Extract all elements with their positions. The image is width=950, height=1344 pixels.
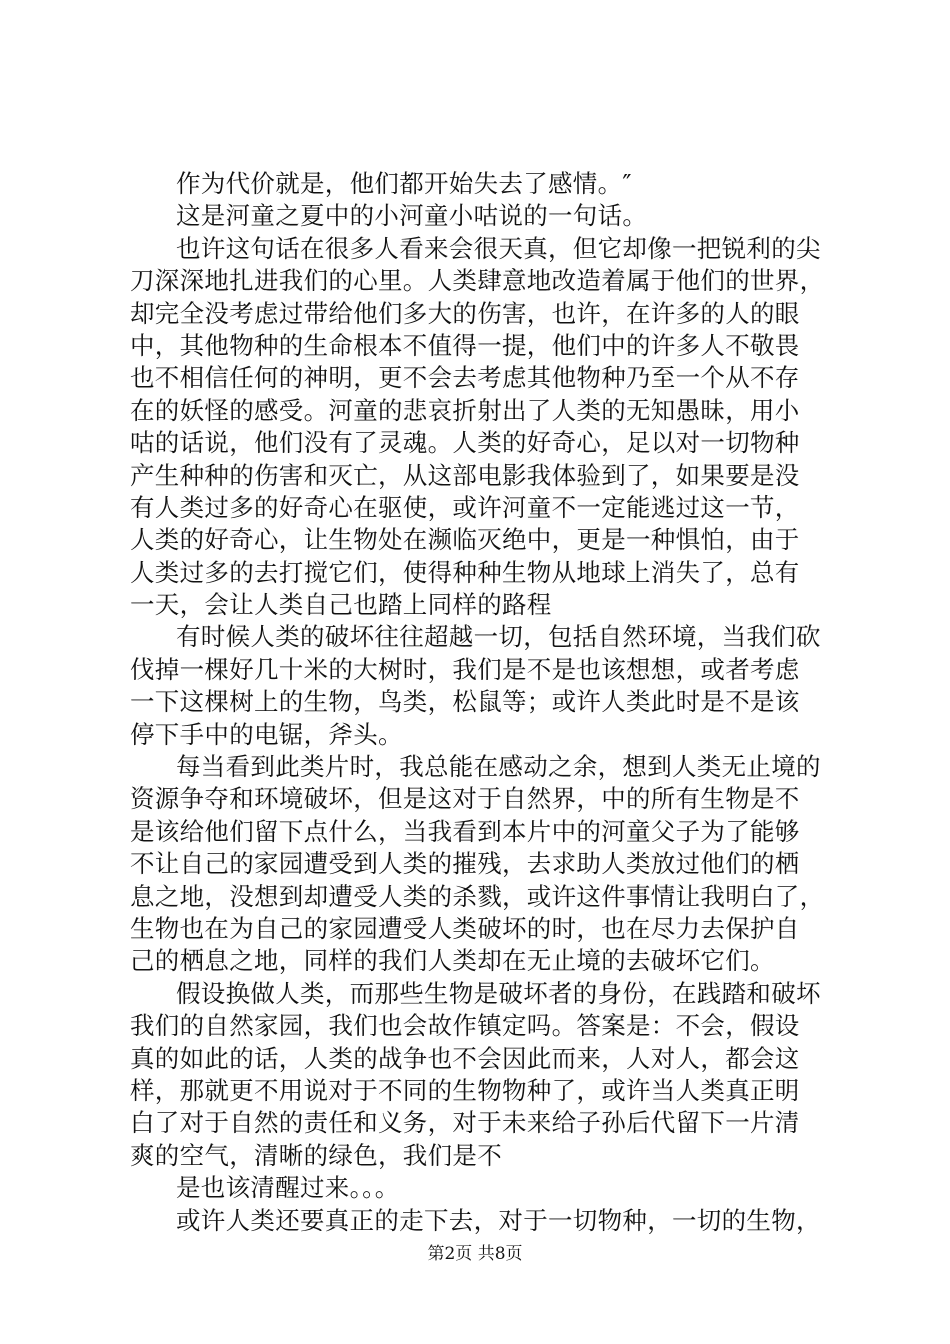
text-line: 也许这句话在很多人看来会很天真，但它却像一把锐利的尖 [176,233,821,263]
document-body [130,168,835,1237]
text-line: 一天，会让人类自己也踏上同样的路程 [130,590,552,620]
text-line: 真的如此的话，人类的战争也不会因此而来，人对人，都会这 [130,1043,800,1073]
text-line: 却完全没考虑过带给他们多大的伤害，也许，在许多的人的眼 [130,298,800,328]
text-line: 资源争夺和环境破坏，但是这对于自然界，中的所有生物是不 [130,784,800,814]
text-line: 或许人类还要真正的走下去，对于一切物种，一切的生物， [176,1205,821,1235]
text-line: 是也该清醒过来。。。 [176,1173,400,1203]
text-line: 也不相信任何的神明，更不会去考虑其他物种乃至一个从不存 [130,363,800,393]
page-footer: 第2页 共8页 [427,1244,523,1264]
text-line: 我们的自然家园，我们也会故作镇定吗。答案是：不会，假设 [130,1011,800,1041]
text-line: 样，那就更不用说对于不同的生物物种了，或许当人类真正明 [130,1075,800,1105]
text-line: 停下手中的电锯，斧头。 [130,719,403,749]
text-line: 一下这棵树上的生物，鸟类，松鼠等；或许人类此时是不是该 [130,687,800,717]
text-line: 咕的话说，他们没有了灵魂。人类的好奇心，足以对一切物种 [130,428,800,458]
text-line: 这是河童之夏中的小河童小咕说的一句话。 [176,201,648,231]
text-line: 息之地，没想到却遭受人类的杀戮，或许这件事情让我明白了， [130,881,825,911]
text-line: 生物也在为自己的家园遭受人类破坏的时，也在尽力去保护自 [130,913,800,943]
text-line: 中，其他物种的生命根本不值得一提，他们中的许多人不敬畏 [130,330,800,360]
text-line: 人类的好奇心，让生物处在濒临灭绝中，更是一种惧怕，由于 [130,525,800,555]
text-line: 是该给他们留下点什么，当我看到本片中的河童父子为了能够 [130,816,800,846]
text-line: 爽的空气，清晰的绿色，我们是不 [130,1140,502,1170]
text-line: 人类过多的去打搅它们，使得种种生物从地球上消失了，总有 [130,557,800,587]
text-line: 在的妖怪的感受。河童的悲哀折射出了人类的无知愚昧，用小 [130,395,800,425]
text-line: 作为代价就是，他们都开始失去了感情。″ [176,169,632,198]
text-line: 有人类过多的好奇心在驱使，或许河童不一定能逃过这一节， [130,492,800,522]
text-line: 假设换做人类，而那些生物是破坏者的身份，在践踏和破坏 [176,978,821,1008]
text-line: 不让自己的家园遭受到人类的摧残，去求助人类放过他们的栖 [130,849,800,879]
text-line: 白了对于自然的责任和义务，对于未来给子孙后代留下一片清 [130,1108,800,1138]
text-line: 有时候人类的破坏往往超越一切，包括自然环境，当我们砍 [176,622,821,652]
text-line: 伐掉一棵好几十米的大树时，我们是不是也该想想，或者考虑 [130,654,800,684]
text-line: 每当看到此类片时，我总能在感动之余，想到人类无止境的 [176,752,821,782]
text-line: 己的栖息之地，同样的我们人类却在无止境的去破坏它们。 [130,946,775,976]
text-line: 刀深深地扎进我们的心里。人类肆意地改造着属于他们的世界， [130,266,825,296]
text-line: 产生种种的伤害和灭亡，从这部电影我体验到了，如果要是没 [130,460,800,490]
